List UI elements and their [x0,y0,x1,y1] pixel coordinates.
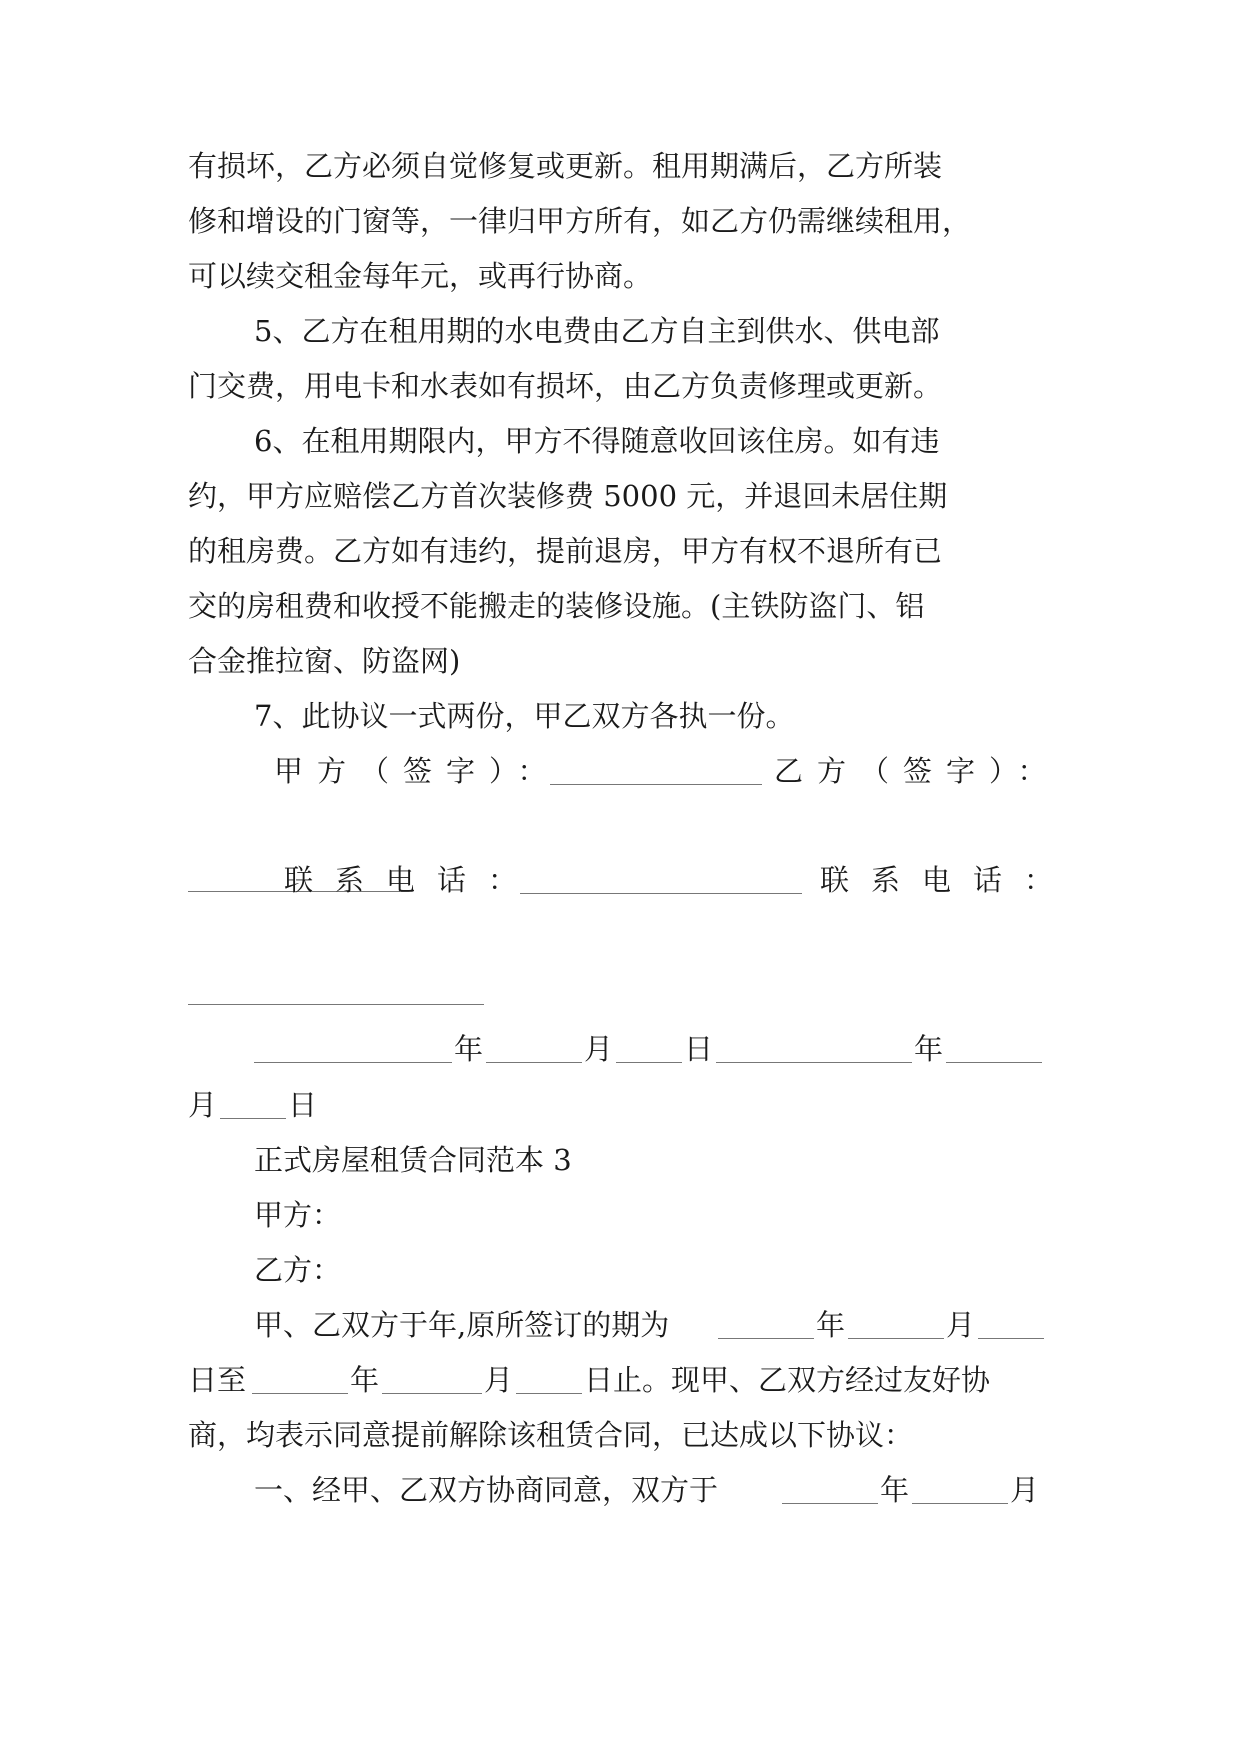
p6-line-3: 的租房费。乙方如有违约，提前退房，甲方有权不退所有已 [188,534,943,568]
party-a-phone-label: 联系电话： [284,863,540,897]
intro-month-blank-1[interactable] [848,1338,944,1339]
party-a-signature-label: 甲方（签字）： [274,754,561,788]
p6-line-5: 合金推拉窗、防盗网) [188,644,461,678]
p6-line-1: 6、在租用期限内，甲方不得随意收回该住房。如有违 [254,424,940,458]
intro-to-label: 日至 [188,1363,247,1397]
intro-end-text: 日止。现甲、乙双方经过友好协 [584,1363,991,1397]
intro-year-label-2: 年 [350,1363,380,1397]
intro-month-label-2: 月 [484,1363,514,1397]
clause1-month-blank[interactable] [912,1503,1008,1504]
party-b-phone-label: 联系电话： [820,863,1076,897]
date-a-year-label: 年 [454,1032,484,1066]
intro-year-blank-2[interactable] [252,1393,348,1394]
clause1-year-blank[interactable] [782,1503,878,1504]
p4-line-1: 有损坏，乙方必须自觉修复或更新。租用期满后，乙方所装 [188,149,943,183]
date-a-month-label: 月 [584,1032,614,1066]
intro-day-blank-2[interactable] [516,1393,582,1394]
p5-line-2: 门交费，用电卡和水表如有损坏，由乙方负责修理或更新。 [188,369,943,403]
date-b-day-label: 日 [288,1088,318,1122]
intro-month-label-1: 月 [946,1308,976,1342]
p4-line-2: 修和增设的门窗等，一律归甲方所有，如乙方仍需继续租用， [188,204,972,238]
party-a-phone-blank[interactable] [520,893,802,894]
intro-day-blank-1[interactable] [978,1338,1044,1339]
p6-line-4: 交的房租费和收授不能搬走的装修设施。(主铁防盗门、铝 [188,589,925,623]
party-b-phone-blank[interactable] [188,1004,484,1005]
party-a-signature-blank[interactable] [550,784,762,785]
p4-line-3: 可以续交租金每年元，或再行协商。 [188,259,653,293]
intro-year-blank-1[interactable] [718,1338,814,1339]
p7-line: 7、此协议一式两份，甲乙双方各执一份。 [254,699,795,733]
date-a-year-blank[interactable] [254,1062,452,1063]
date-a-month-blank[interactable] [486,1062,582,1063]
date-b-year-blank[interactable] [716,1062,912,1063]
p6-line-2: 约，甲方应赔偿乙方首次装修费 5000 元，并退回未居住期 [188,479,948,513]
template3-party-b: 乙方： [254,1253,342,1287]
date-a-day-label: 日 [684,1032,714,1066]
date-a-day-blank[interactable] [616,1062,682,1063]
template3-title: 正式房屋租赁合同范本 3 [254,1143,572,1177]
p5-line-1: 5、乙方在租用期的水电费由乙方自主到供水、供电部 [254,314,940,348]
clause1-month-label: 月 [1010,1473,1040,1507]
date-b-month-blank[interactable] [946,1062,1042,1063]
date-b-month-label: 月 [188,1088,218,1122]
date-b-day-blank[interactable] [220,1118,286,1119]
intro-year-label-1: 年 [816,1308,846,1342]
intro-line-3: 商，均表示同意提前解除该租赁合同，已达成以下协议： [188,1418,914,1452]
clause1-year-label: 年 [880,1473,910,1507]
date-b-year-label: 年 [914,1032,944,1066]
clause-1-text: 一、经甲、乙双方协商同意，双方于 [254,1473,719,1507]
template3-intro-part1: 甲、乙双方于年,原所签订的期为 [254,1308,670,1342]
party-b-signature-label: 乙方（签字）： [774,754,1061,788]
intro-month-blank-2[interactable] [382,1393,482,1394]
template3-party-a: 甲方： [254,1198,342,1232]
